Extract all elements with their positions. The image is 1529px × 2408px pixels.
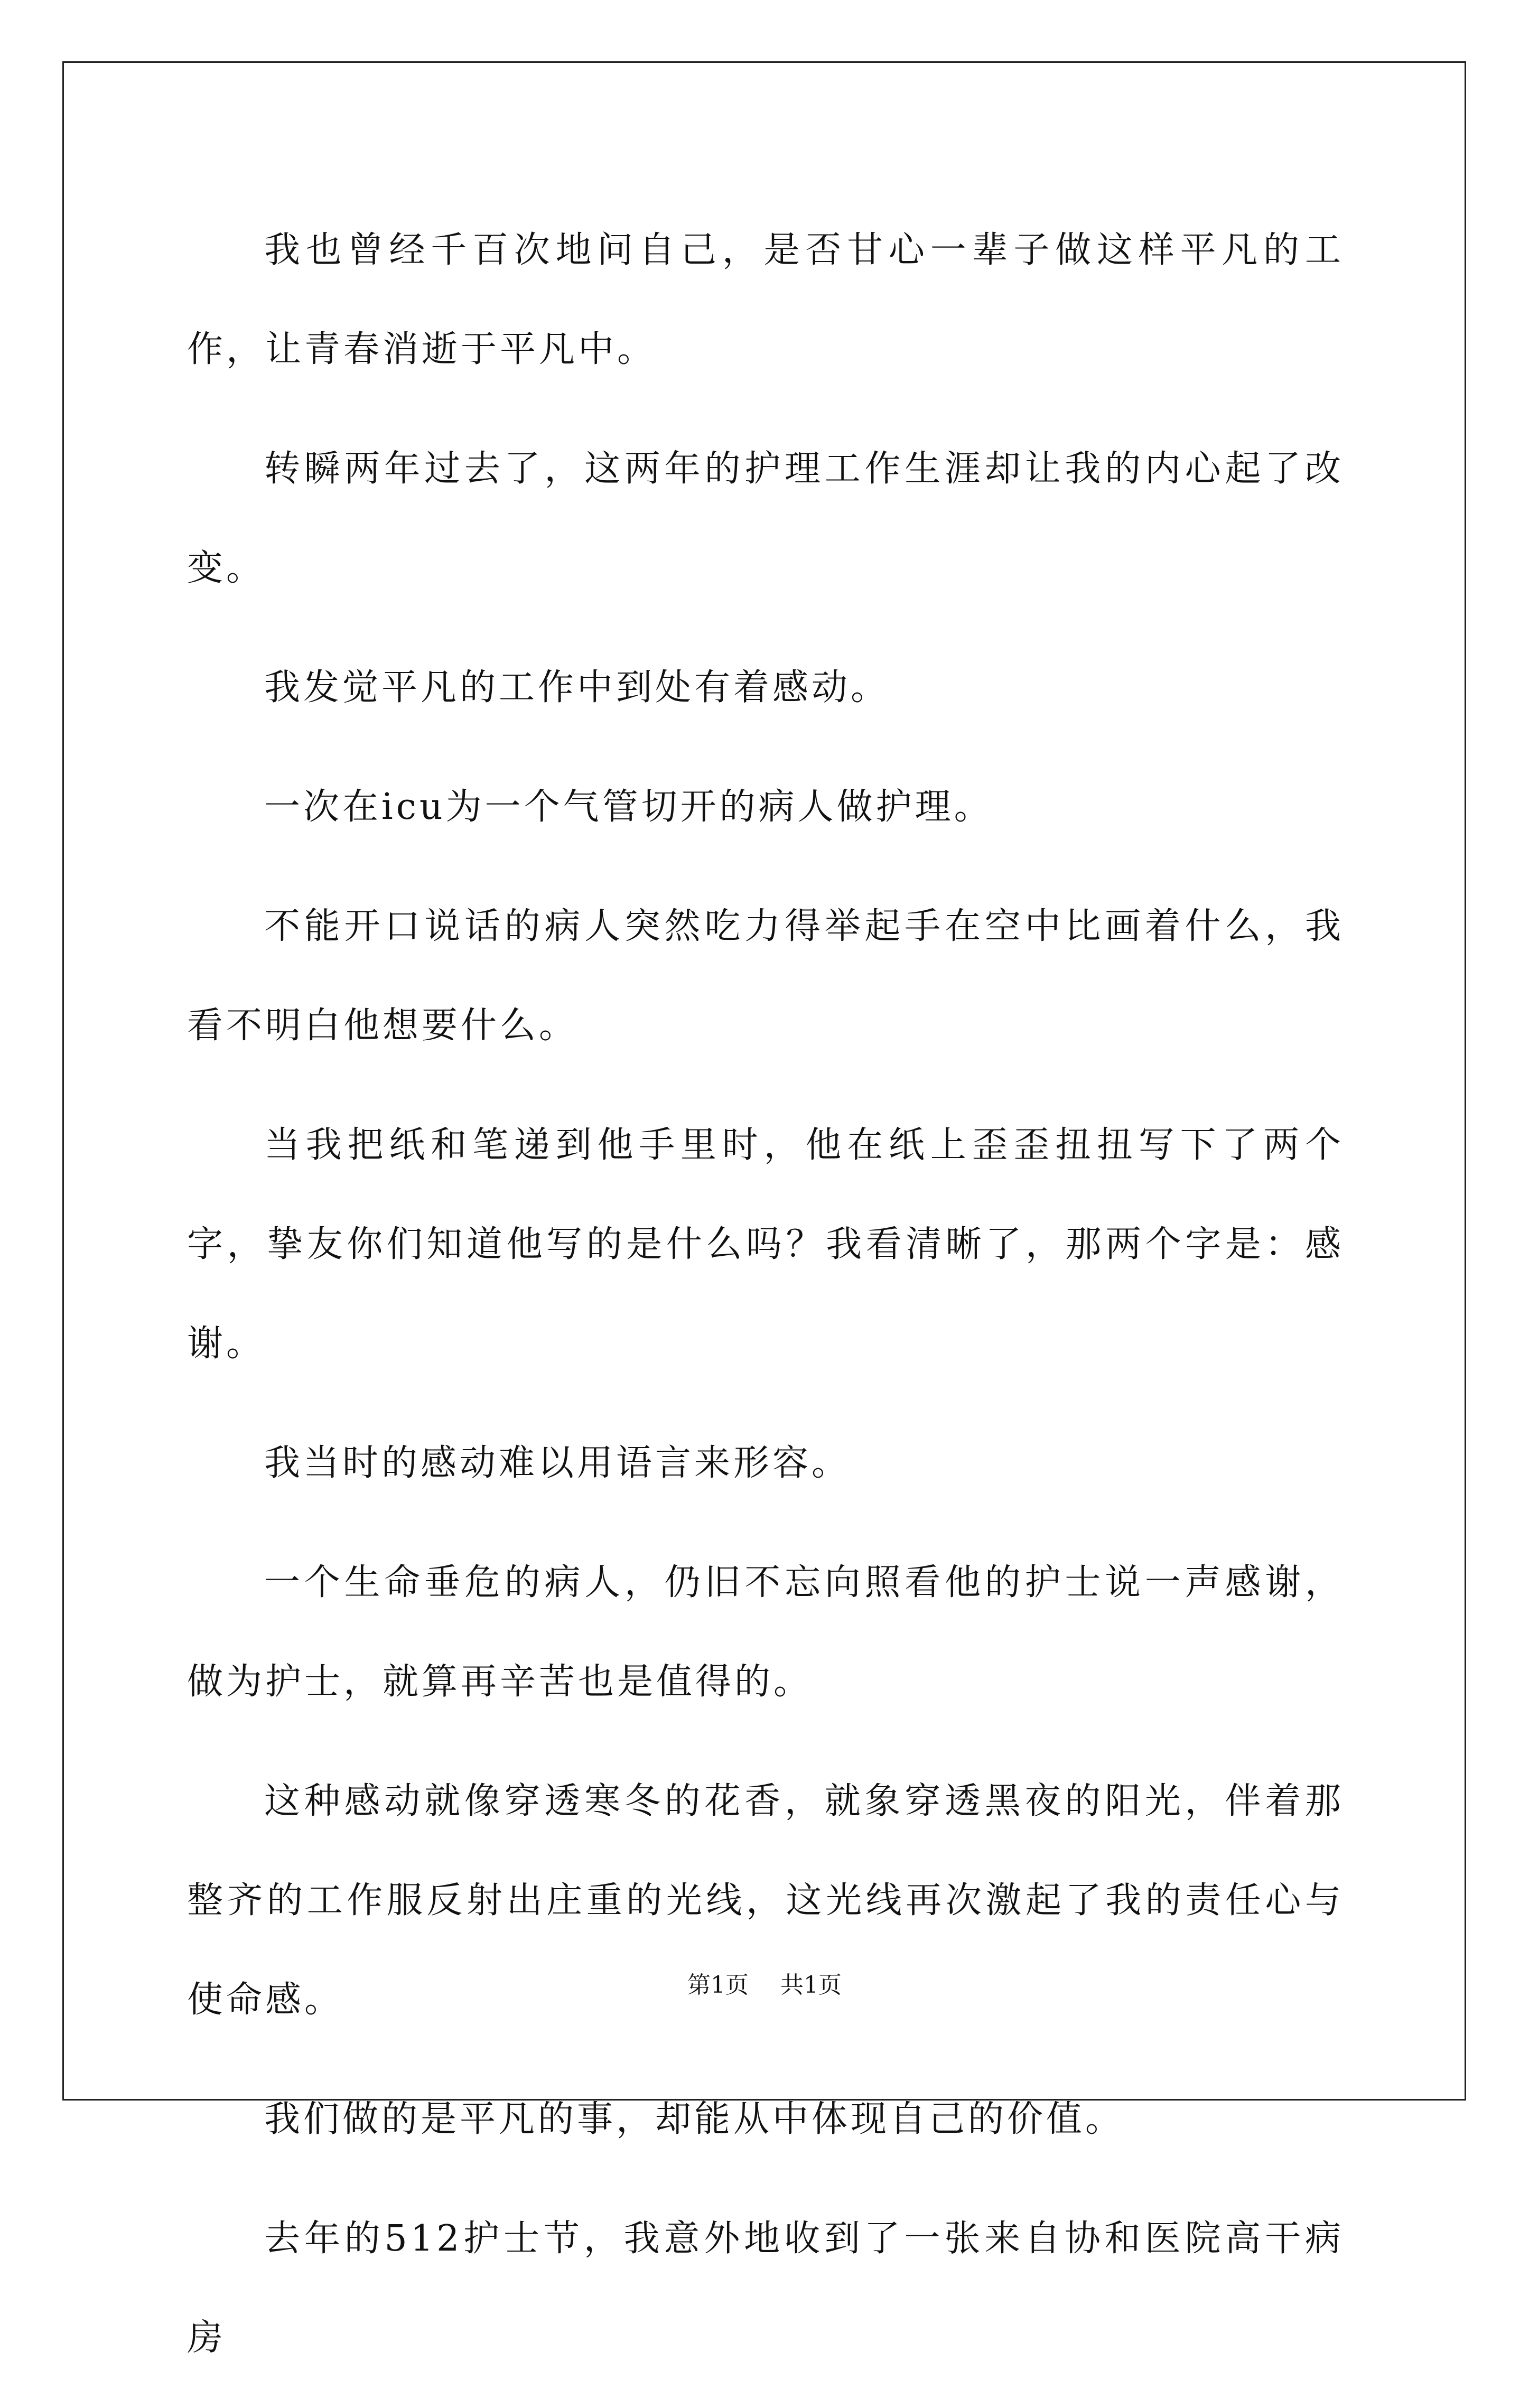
page-footer [0,1970,1529,2001]
paragraph: 我发觉平凡的工作中到处有着感动。 [264,667,890,708]
paragraph: 去年的512护士节，我意外地收到了一张来自协和医院高干病房 [187,2218,1344,2359]
paragraph: 当我把纸和笔递到他手里时，他在纸上歪歪扭扭写下了两个字，挚友你们知道他写的是什么吗？我看清晰了，那两个字是：感谢。 [187,1124,1344,1365]
page-number: 第1页 [687,1972,749,1999]
paragraph: 我们做的是平凡的事，却能从中体现自己的价值。 [264,2098,1125,2140]
paragraph: 一次在icu为一个气管切开的病人做护理。 [264,786,993,828]
document-body [187,201,1344,2408]
paragraph: 转瞬两年过去了，这两年的护理工作生涯却让我的内心起了改变。 [187,448,1344,589]
paragraph: 我也曾经千百次地问自己，是否甘心一辈子做这样平凡的工作，让青春消逝于平凡中。 [187,229,1344,370]
paragraph: 这种感动就像穿透寒冬的花香，就象穿透黑夜的阳光，伴着那整齐的工作服反射出庄重的光线，这光线再次激起了我的责任心与使命感。 [187,1780,1344,2021]
paragraph: 不能开口说话的病人突然吃力得举起手在空中比画着什么，我看不明白他想要什么。 [187,906,1344,1047]
page-total: 共1页 [780,1972,842,1999]
paragraph: 一个生命垂危的病人，仍旧不忘向照看他的护士说一声感谢，做为护士，就算再辛苦也是值得的。 [187,1562,1344,1703]
paragraph: 我当时的感动难以用语言来形容。 [264,1442,851,1484]
